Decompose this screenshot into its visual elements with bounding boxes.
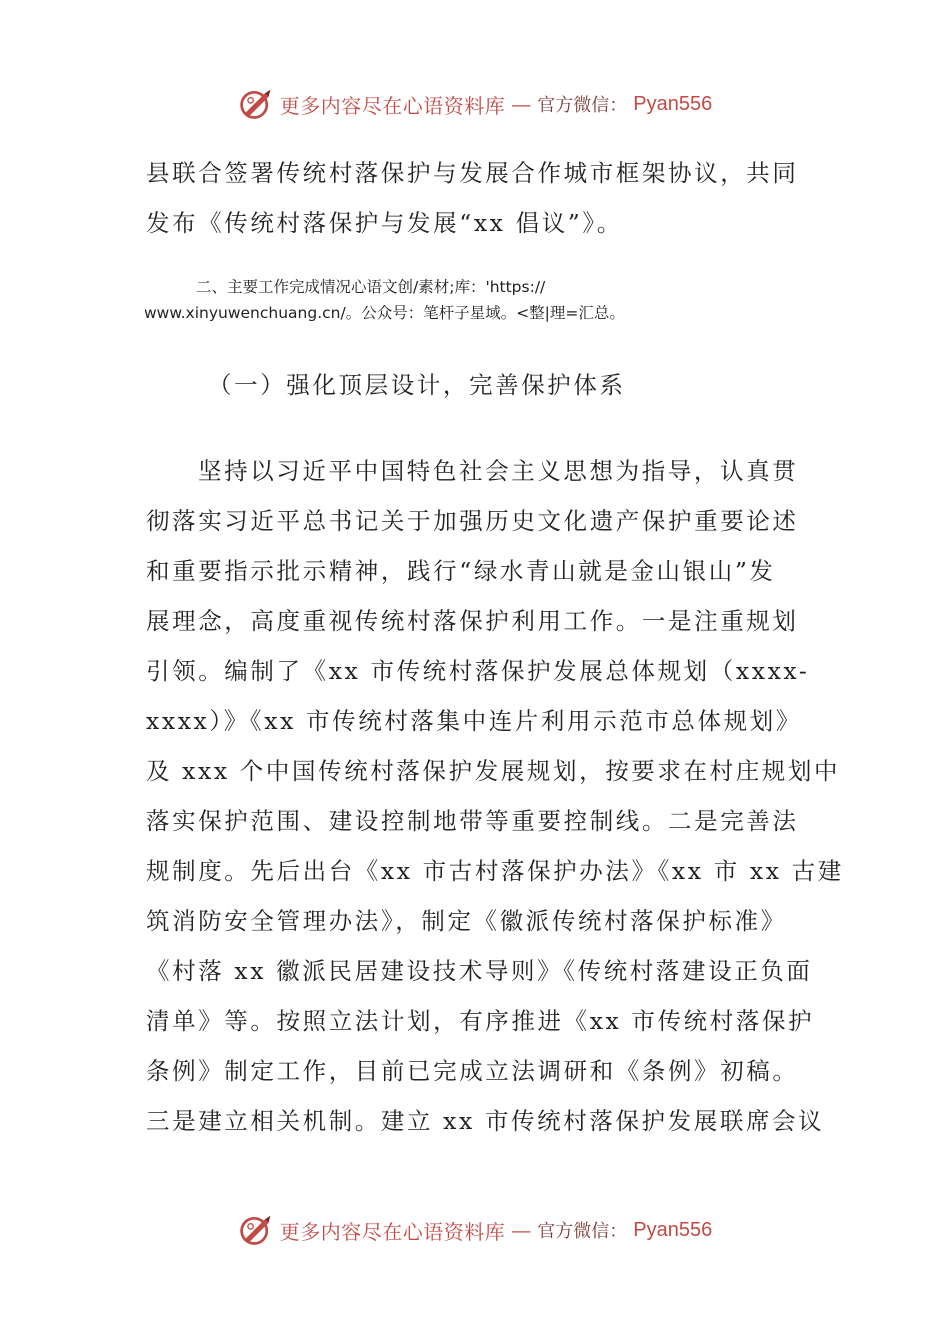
watermark-text: 更多内容尽在心语资料库 (279, 93, 506, 118)
intro-line: 发布《传统村落保护与发展“xx 倡议”》。 (146, 209, 623, 237)
paragraph-line: 彻落实习近平总书记关于加强历史文化遗产保护重要论述 (146, 507, 799, 535)
section-heading: （一）强化顶层设计，完善保护体系 (208, 371, 626, 399)
paragraph-line: 及 xxx 个中国传统村落保护发展规划，按要求在村庄规划中 (146, 757, 841, 785)
paragraph-line: xxxx）》《xx 市传统村落集中连片利用示范市总体规划》 (146, 707, 802, 735)
source-note-line: 二、主要工作完成情况心语文创/素材;库：'https:// (196, 278, 546, 296)
paragraph-line: 条例》制定工作，目前已完成立法调研和《条例》初稿。 (146, 1057, 799, 1085)
watermark-text: 更多内容尽在心语资料库 (279, 1219, 506, 1244)
watermark-label: 官方微信： (537, 1221, 628, 1242)
watermark-dash: — (511, 1218, 532, 1242)
watermark-dash: — (511, 92, 532, 116)
paragraph-line: 三是建立相关机制。建立 xx 市传统村落保护发展联席会议 (146, 1107, 825, 1135)
paragraph-line: 清单》等。按照立法计划，有序推进《xx 市传统村落保护 (146, 1007, 815, 1035)
header-watermark (0, 82, 950, 126)
pen-logo-icon (238, 1212, 274, 1248)
intro-line: 县联合签署传统村落保护与发展合作城市框架协议，共同 (146, 159, 799, 187)
paragraph-line: 《村落 xx 徽派民居建设技术导则》《传统村落建设正负面 (146, 957, 813, 985)
paragraph-line: 落实保护范围、建设控制地带等重要控制线。二是完善法 (146, 807, 799, 835)
document-body (144, 148, 844, 1146)
watermark-wechat-id: Pyan556 (633, 1218, 713, 1241)
paragraph-line: 坚持以习近平中国特色社会主义思想为指导，认真贯 (198, 457, 799, 485)
paragraph-line: 展理念，高度重视传统村落保护利用工作。一是注重规划 (146, 607, 799, 635)
paragraph-line: 规制度。先后出台《xx 市古村落保护办法》《xx 市 xx 古建 (146, 857, 844, 885)
source-note-line: www.xinyuwenchuang.cn/。公众号：笔杆子星域。<整|理=汇总。 (144, 304, 625, 322)
source-note (146, 274, 808, 326)
paragraph-line: 筑消防安全管理办法》，制定《徽派传统村落保护标准》 (146, 907, 787, 935)
pen-logo-icon (238, 86, 274, 122)
paragraph-line: 和重要指示批示精神，践行“绿水青山就是金山银山”发 (146, 557, 776, 585)
watermark-label: 官方微信： (537, 95, 628, 116)
paragraph-line: 引领。编制了《xx 市传统村落保护发展总体规划（xxxx- (146, 657, 810, 685)
watermark-wechat-id: Pyan556 (633, 92, 713, 115)
footer-watermark (0, 1208, 950, 1252)
body-paragraph (146, 446, 844, 1146)
